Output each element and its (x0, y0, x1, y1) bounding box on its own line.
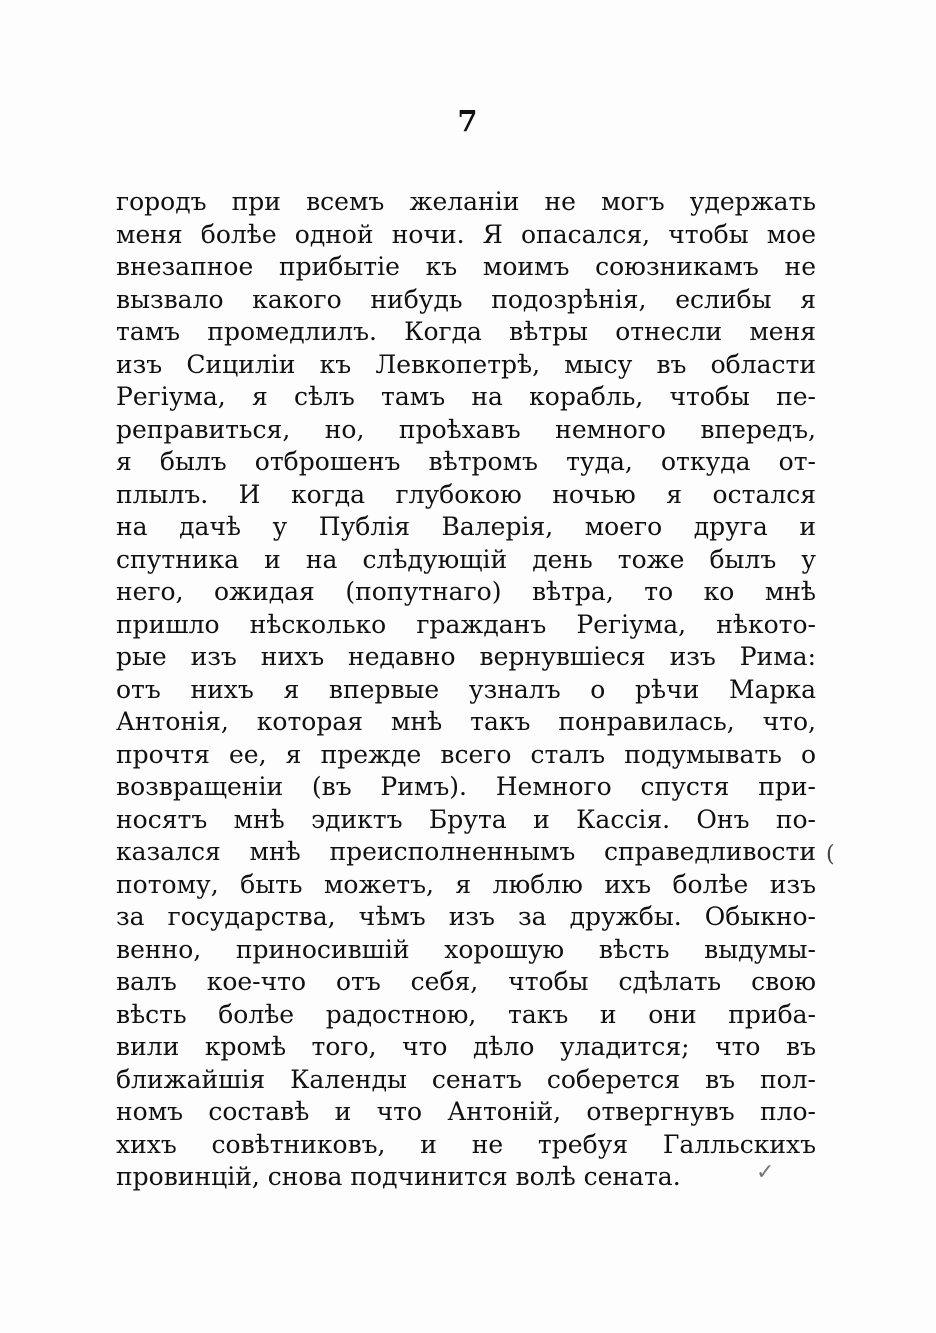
text-line: ближайшія Календы сенатъ соберется въ пол- (116, 1064, 816, 1094)
page-number: 7 (457, 104, 479, 138)
margin-paren-mark: ( (826, 842, 835, 867)
text-line: провинцій, снова подчинится волѣ сената. (116, 1162, 681, 1191)
text-line: вѣсть болѣе радостною, такъ и они приба- (116, 999, 816, 1029)
check-mark-icon: ✓ (756, 1160, 775, 1185)
text-line: внезапное прибытіе къ моимъ союзникамъ не (116, 252, 816, 281)
text-line: казался мнѣ преисполненнымъ справедливости (116, 837, 816, 866)
text-line: пришло нѣсколько гражданъ Регіума, нѣкото- (116, 609, 816, 639)
text-line: изъ Сициліи къ Левкопетрѣ, мысу въ области (116, 349, 816, 379)
text-line: спутника и на слѣдующій день тоже былъ у (116, 544, 816, 574)
text-line: валъ кое-что отъ себя, чтобы сдѣлать свою (116, 967, 816, 996)
text-line: отъ нихъ я впервые узналъ о рѣчи Марка (116, 674, 816, 704)
text-line: него, ожидая (попутнаго) вѣтра, то ко мнѣ (116, 577, 816, 606)
text-line: прочтя ее, я прежде всего сталъ подумывать о (116, 739, 816, 769)
text-line: меня болѣе одной ночи. Я опасался, чтобы мое (116, 219, 816, 249)
text-line: плылъ. И когда глубокою ночью я остался (116, 479, 816, 509)
text-line: номъ составѣ и что Антоній, отвергнувъ пло- (116, 1097, 816, 1126)
text-line: возвращеніи (въ Римъ). Немного спустя при- (116, 772, 816, 801)
text-line: носятъ мнѣ эдиктъ Брута и Кассія. Онъ по- (116, 804, 816, 834)
text-line: тамъ промедлилъ. Когда вѣтры отнесли меня (116, 317, 816, 346)
text-line: за государства, чѣмъ изъ за дружбы. Обыкно- (116, 902, 816, 931)
text-line: вызвало какого нибудь подозрѣнія, еслибы я (116, 284, 816, 314)
text-line: Регіума, я сѣлъ тамъ на корабль, чтобы пе- (116, 382, 816, 411)
text-line: городъ при всемъ желаніи не могъ удержать (116, 187, 816, 216)
text-line: рые изъ нихъ недавно вернувшіеся изъ Рима: (116, 642, 816, 671)
text-line: вили кромѣ того, что дѣло уладится; что въ (116, 1032, 816, 1061)
text-line: венно, приносившій хорошую вѣсть выдумы- (116, 934, 816, 964)
text-line: на дачѣ у Публія Валерія, моего друга и (116, 512, 816, 541)
text-line: я былъ отброшенъ вѣтромъ туда, откуда от- (116, 447, 816, 476)
text-line: потому, быть можетъ, я люблю ихъ болѣе изъ (116, 869, 816, 899)
text-line: Антонія, которая мнѣ такъ понравилась, что, (116, 707, 816, 736)
body-text (116, 186, 816, 1194)
text-line: хихъ совѣтниковъ, и не требуя Галльскихъ (116, 1129, 816, 1159)
text-line: реправиться, но, проѣхавъ немного впередъ, (116, 414, 816, 444)
